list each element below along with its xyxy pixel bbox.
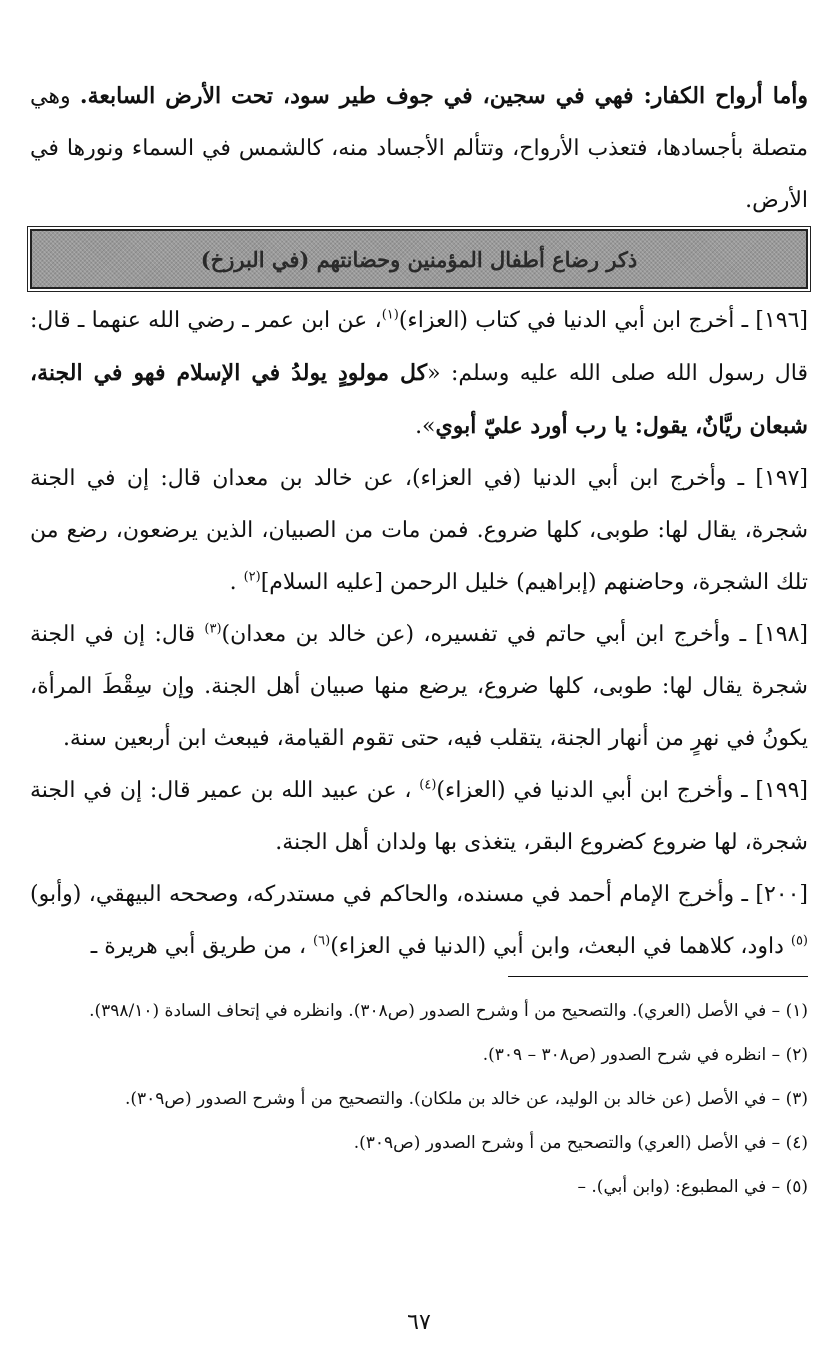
paragraph-196 — [30, 295, 808, 453]
footnote-ref-3: (٣) — [204, 621, 222, 637]
footnote-divider — [508, 976, 808, 977]
text-run: داود، كلاهما في البعث، وابن أبي (الدنيا في العزاء) — [330, 934, 791, 959]
footnote-2: (٢) – انظره في شرح الصدور (ص٣٠٨ – ٣٠٩). — [482, 1045, 808, 1065]
text-run: [٢٠٠] ـ وأخرج الإمام أحمد في مسنده، والحاكم في مستدركه، وصححه البيهقي، (وأبو) — [30, 882, 808, 907]
paragraph-199 — [30, 765, 808, 869]
footnotes — [30, 990, 808, 1208]
hadith-text: كل مولودٍ يولدُ في الإسلام فهو في الجنة، شبعان ريَّانٌ، يقول: يا رب أورد عليّ أبوي — [30, 360, 808, 439]
footnote-1: (١) – في الأصل (العري). والتصحيح من أ وشرح الصدور (ص٣٠٨). وانظره في إتحاف السادة (٣٩٨/١٠). — [89, 1001, 808, 1021]
paragraph-intro — [30, 70, 808, 227]
text-run: [١٩٧] ـ وأخرج ابن أبي الدنيا (في العزاء)، عن خالد بن معدان قال: إن في الجنة شجرة، يقال لها: طوبى، كلها ضروع. فمن مات من الصبيان، الذين يرضعون، رضع من تلك الشجرة، وحاضنهم (إبراهيم) خليل الرحمن [عليه السلام] — [30, 466, 808, 595]
text-run: ، عن عبيد الله بن عمير قال: إن في الجنة شجرة، لها ضروع كضروع البقر، يتغذى بها ولدان أهل الجنة. — [30, 778, 808, 855]
section-heading-banner — [30, 229, 808, 289]
text-run: [١٩٩] ـ وأخرج ابن أبي الدنيا في (العزاء) — [436, 778, 808, 803]
text-run: ، من طريق أبي هريرة ـ — [90, 934, 314, 959]
main-text — [30, 70, 808, 973]
intro-rest: وهي متصلة بأجسادها، فتعذب الأرواح، وتتألم الأجساد منه، كالشمس في السماء ونورها في الأرض. — [30, 84, 808, 213]
text-run: [١٩٨] ـ وأخرج ابن أبي حاتم في تفسيره، (عن خالد بن معدان) — [221, 622, 808, 647]
paragraph-200 — [30, 869, 808, 973]
paragraph-198 — [30, 609, 808, 765]
footnote-4: (٤) – في الأصل (العري) والتصحيح من أ وشرح الصدور (ص٣٠٩). — [353, 1133, 808, 1153]
page-number: ٦٧ — [407, 1310, 431, 1335]
text-run: [١٩٦] ـ أخرج ابن أبي الدنيا في كتاب (العزاء) — [398, 308, 809, 333]
footnote-ref-4: (٤) — [419, 777, 437, 793]
text-run: ». — [415, 414, 436, 439]
text-run: قال: إن في الجنة شجرة يقال لها: طوبى، كلها ضروع، يرضع منها صبيان أهل الجنة. وإن سِقْطَ المرأة، يكونُ في نهرٍ من أنهار الجنة، يتقلب فيه، حتى تقوم القيامة، فيبعث ابن أربعين سنة. — [30, 622, 808, 751]
footnote-ref-5: (٥) — [790, 933, 808, 949]
footnote-ref-2: (٢) — [243, 569, 261, 585]
intro-lead: وأما أرواح الكفار: فهي في سجين، في جوف طير سود، تحت الأرض السابعة. — [79, 83, 808, 109]
footnote-ref-6: (٦) — [313, 933, 331, 949]
text-run: . — [229, 570, 244, 595]
section-heading-title: ذكر رضاع أطفال المؤمنين وحضانتهم (في البرزخ) — [200, 246, 638, 272]
text-run: ، عن ابن عمر ـ رضي الله عنهما ـ قال: قال رسول الله صلى الله عليه وسلم: « — [30, 308, 808, 386]
footnote-5: (٥) – في المطبوع: (وابن أبي). – — [577, 1177, 808, 1197]
footnote-3: (٣) – في الأصل (عن خالد بن الوليد، عن خالد بن ملكان). والتصحيح من أ وشرح الصدور (ص٣٠٩). — [124, 1089, 808, 1109]
paragraph-197 — [30, 453, 808, 609]
footnote-ref-1: (١) — [381, 307, 399, 323]
